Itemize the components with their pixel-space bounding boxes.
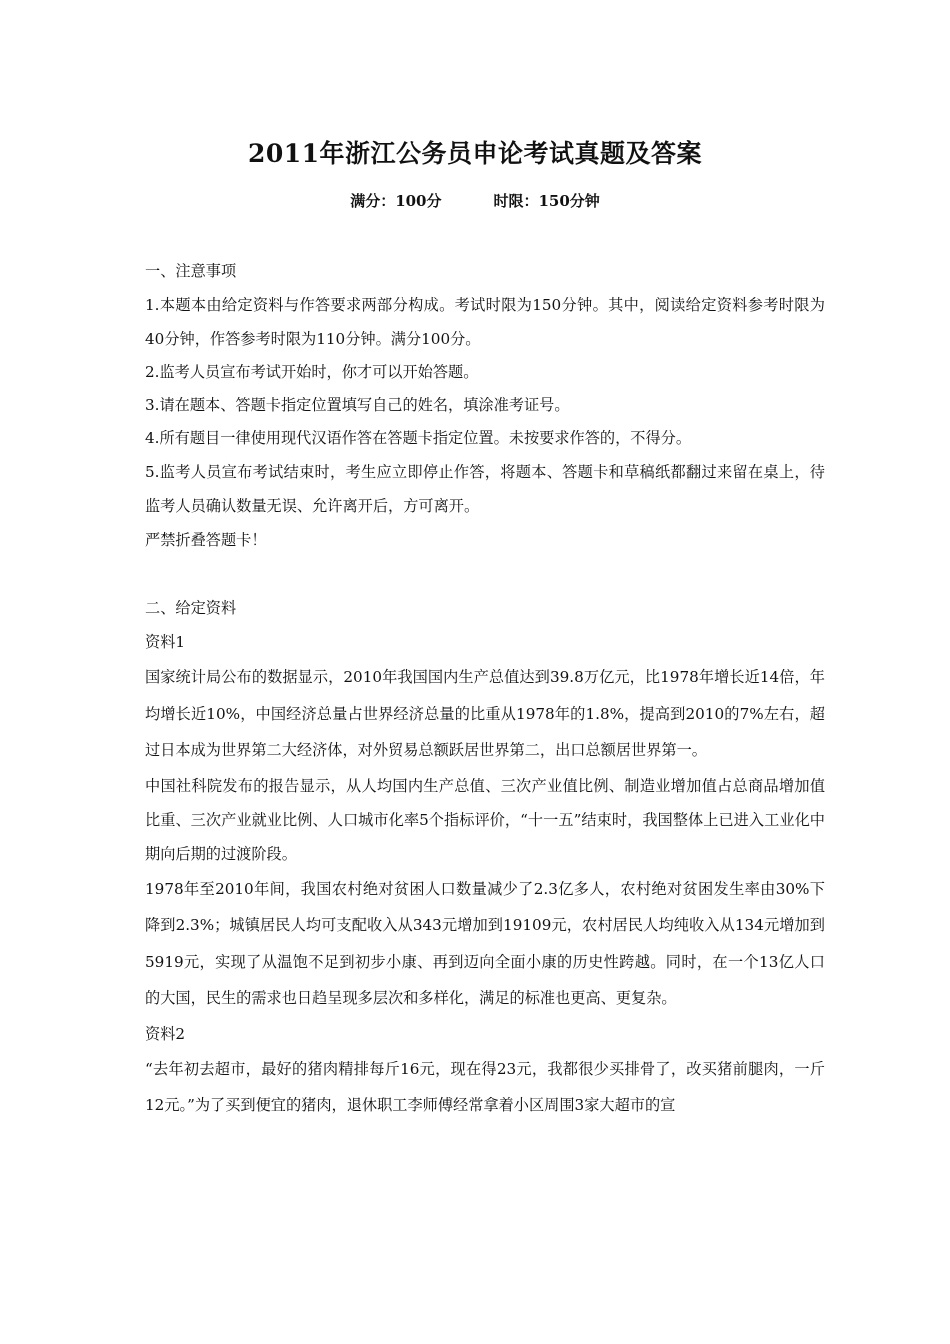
material-paragraph: “去年初去超市，最好的猪肉精排每斤16元，现在得23元，我都很少买排骨了，改买猪前腿肉，一斤12元。”为了买到便宜的猪肉，退休职工李师傅经常拿着小区周围3家大超市的宣 xyxy=(145,1059,825,1114)
notice-item: 5.监考人员宣布考试结束时，考生应立即停止作答，将题本、答题卡和草稿纸都翻过来留在桌上，待监考人员确认数量无误、允许离开后，方可离开。 xyxy=(145,463,825,515)
material-label: 资料1 xyxy=(145,633,186,651)
section-spacer xyxy=(145,557,825,591)
document-body xyxy=(145,254,825,1124)
notice-item: 2.监考人员宣布考试开始时，你才可以开始答题。 xyxy=(145,363,479,381)
materials-heading: 二、给定资料 xyxy=(145,599,237,617)
notice-item: 3.请在题本、答题卡指定位置填写自己的姓名，填涂准考证号。 xyxy=(145,396,570,414)
material-label: 资料2 xyxy=(145,1024,186,1043)
notice-heading: 一、注意事项 xyxy=(145,262,237,280)
time-label: 时限：150分钟 xyxy=(493,192,600,210)
notice-item: 4.所有题目一律使用现代汉语作答在答题卡指定位置。未按要求作答的，不得分。 xyxy=(145,429,692,447)
exam-meta xyxy=(0,190,950,211)
material-paragraph: 中国社科院发布的报告显示，从人均国内生产总值、三次产业值比例、制造业增加值占总商品增加值比重、三次产业就业比例、人口城市化率5个指标评价，“十一五”结束时，我国整体上已进入工业化中期向后期的过渡阶段。 xyxy=(145,776,825,863)
score-label: 满分：100分 xyxy=(350,192,442,210)
document-title: 2011年浙江公务员申论考试真题及答案 xyxy=(247,139,703,168)
material-paragraph: 1978年至2010年间，我国农村绝对贫困人口数量减少了2.3亿多人，农村绝对贫困发生率由30%下降到2.3%；城镇居民人均可支配收入从343元增加到19109元，农村居民人均纯收入从134元增加到5919元，实现了从温饱不足到初步小康、再到迈向全面小康的历史性跨越。同时，在一个13亿人口的大国，民生的需求也日趋呈现多层次和多样化，满足的标准也更高、更复杂。 xyxy=(145,879,825,1007)
notice-warning: 严禁折叠答题卡！ xyxy=(145,531,267,549)
material-paragraph: 国家统计局公布的数据显示，2010年我国国内生产总值达到39.8万亿元，比1978年增长近14倍，年均增长近10%，中国经济总量占世界经济总量的比重从1978年的1.8%，提高到2010的7%左右，超过日本成为世界第二大经济体，对外贸易总额跃居世界第二，出口总额居世界第一。 xyxy=(145,668,825,759)
notice-item: 1.本题本由给定资料与作答要求两部分构成。考试时限为150分钟。其中，阅读给定资料参考时限为40分钟，作答参考时限为110分钟。满分100分。 xyxy=(145,296,825,348)
